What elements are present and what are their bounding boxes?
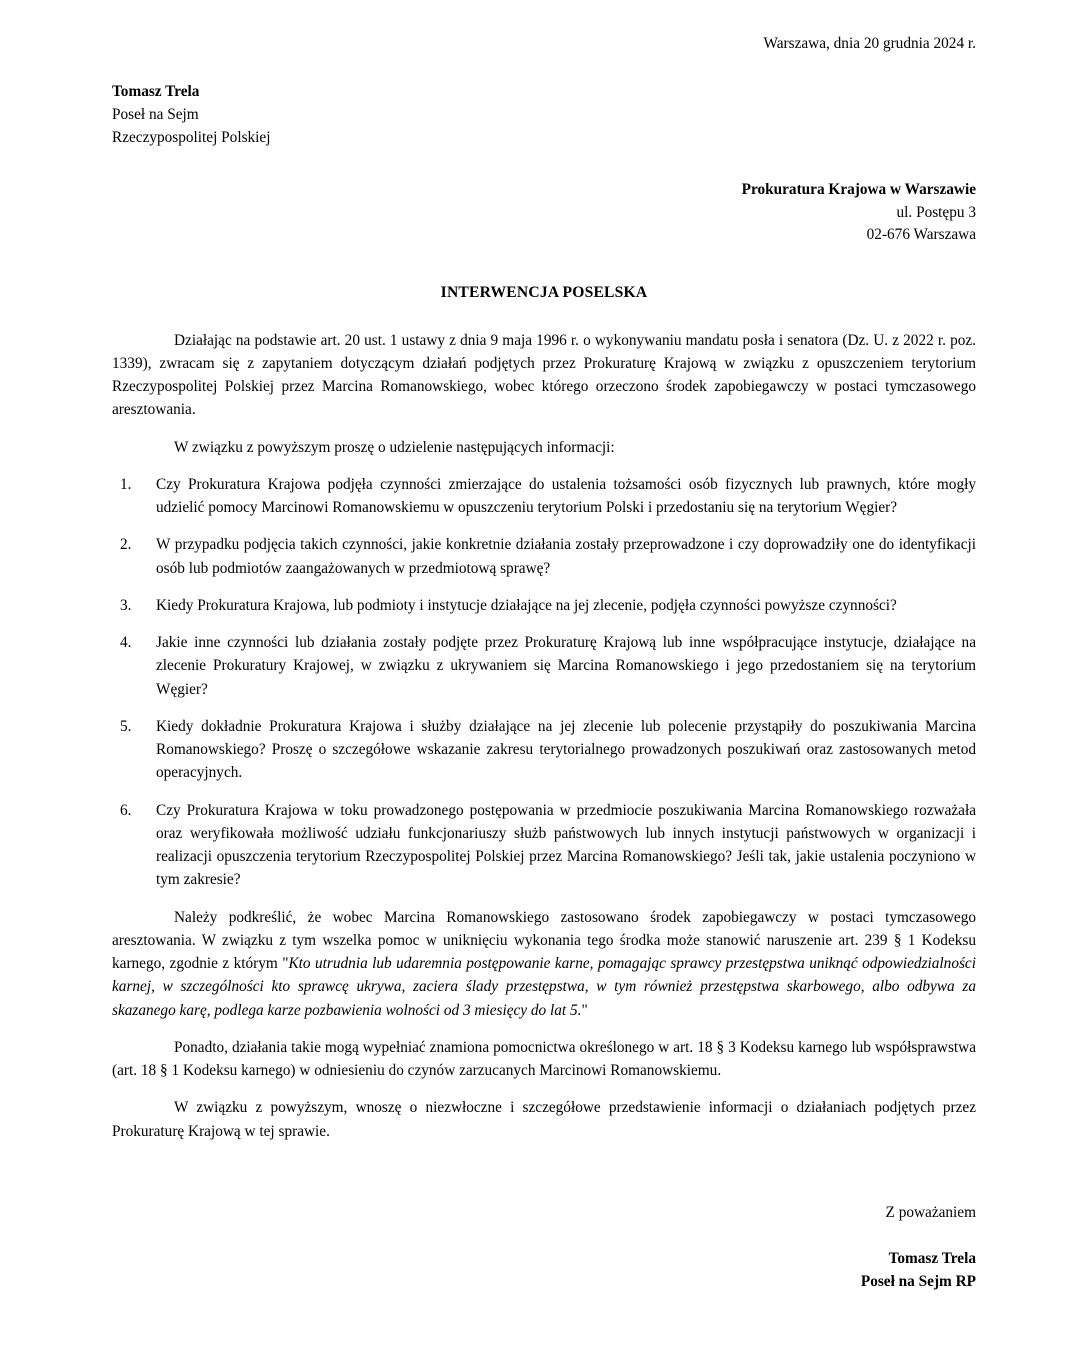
recipient-city: 02-676 Warszawa (866, 226, 976, 244)
request-lead-paragraph: W związku z powyższym proszę o udzielenie następujących informacji: (174, 438, 615, 456)
signature-block (112, 1248, 976, 1294)
final-request-paragraph: W związku z powyższym, wnoszę o niezwłoczne i szczegółowe przedstawienie informacji o działaniach podjętych przez Prokuraturę Krajową w tej sprawie. (112, 1099, 976, 1140)
document-title: INTERWENCJA POSELSKA (440, 284, 648, 301)
recipient-street: ul. Postępu 3 (896, 203, 976, 221)
questions-list (112, 473, 976, 892)
emphasis-text-before: Należy podkreślić, że wobec Marcina Romanowskiego zastosowano środek zapobiegawczy w postaci tymczasowego aresztowania. W związku z tym wszelka pomoc w uniknięciu wykonania tego środka może stanowić naruszenie art. 239 § 1 Kodeksu karnego, zgodnie z którym " (112, 908, 976, 973)
list-item: Jakie inne czynności lub działania zostały podjęte przez Prokuraturę Krajową lub inne współpracujące instytucje, działające na zlecenie Prokuratury Krajowej, w związku z ukrywaniem się Marcina Romanowskiego i jego przedostaniem się na terytorium Węgier? (156, 634, 976, 698)
signature-name: Tomasz Trela (888, 1250, 976, 1268)
recipient-organization: Prokuratura Krajowa w Warszawie (741, 181, 976, 199)
emphasis-paragraph (112, 906, 976, 1022)
legal-quote: Kto utrudnia lub udaremnia postępowanie karne, pomagając sprawcy przestępstwa uniknąć odpowiedzialności karnej, w szczególności kto sprawcę ukrywa, zaciera ślady przestępstwa, w tym również przestępstwa skarbowego, albo odbywa za skazanego karę, podlega karze pozbawienia wolności od 3 miesięcy do lat 5. (112, 955, 976, 1019)
date-line: Warszawa, dnia 20 grudnia 2024 r. (763, 35, 976, 52)
emphasis-text-after: " (581, 1001, 588, 1019)
list-item: Kiedy Prokuratura Krajowa, lub podmioty i instytucje działające na jej zlecenie, podjęła czynności powyższe czynności? (156, 596, 897, 614)
list-item: Czy Prokuratura Krajowa podjęła czynności zmierzające do ustalenia tożsamości osób fizycznych lub prawnych, które mogły udzielić pomocy Marcinowi Romanowskiemu w opuszczeniu terytorium Polski i przedostaniu się na terytorium Węgier? (156, 475, 976, 517)
intro-paragraph: Działając na podstawie art. 20 ust. 1 ustawy z dnia 9 maja 1996 r. o wykonywaniu mandatu posła i senatora (Dz. U. z 2022 r. poz. 1339), zwracam się z zapytaniem dotyczącym działań podjętych przez Prokuraturę Krajową w związku z opuszczeniem terytorium Rzeczypospolitej Polskiej przez Marcina Romanowskiego, wobec którego orzeczono środek zapobiegawczy w postaci tymczasowego aresztowania. (112, 331, 976, 419)
aiding-paragraph: Ponadto, działania takie mogą wypełniać znamiona pomocnictwa określonego w art. 18 § 3 Kodeksu karnego lub współsprawstwa (art. 18 § 1 Kodeksu karnego) w odniesieniu do czynów zarzucanych Marcinowi Romanowskiemu. (112, 1038, 976, 1080)
list-item: Czy Prokuratura Krajowa w toku prowadzonego postępowania w przedmiocie poszukiwania Marcina Romanowskiego rozważała oraz weryfikowała możliwość udziału funkcjonariuszy służb państwowych lub innych instytucji państwowych w organizacji i realizacji opuszczenia terytorium Rzeczypospolitej Polskiej przez Marcina Romanowskiego? Jeśli tak, jakie ustalenia poczyniono w tym zakresie? (156, 801, 976, 889)
recipient-block (112, 179, 976, 247)
list-item: W przypadku podjęcia takich czynności, jakie konkretnie działania zostały przeprowadzone i czy doprowadziły one do identyfikacji osób lub podmiotów zaangażowanych w przedmiotową sprawę? (156, 536, 976, 577)
sender-block (112, 81, 976, 149)
sender-role: Poseł na Sejm (112, 105, 199, 123)
closing-line: Z poważaniem (885, 1203, 976, 1221)
sender-name: Tomasz Trela (112, 83, 200, 101)
signature-role: Poseł na Sejm RP (860, 1273, 976, 1291)
sender-country: Rzeczypospolitej Polskiej (112, 128, 271, 146)
list-item: Kiedy dokładnie Prokuratura Krajowa i służby działające na jej zlecenie lub polecenie przystąpiły do poszukiwania Marcina Romanowskiego? Proszę o szczegółowe wskazanie zakresu terytorialnego prowadzonych poszukiwań oraz zastosowanych metod operacyjnych. (156, 717, 976, 782)
